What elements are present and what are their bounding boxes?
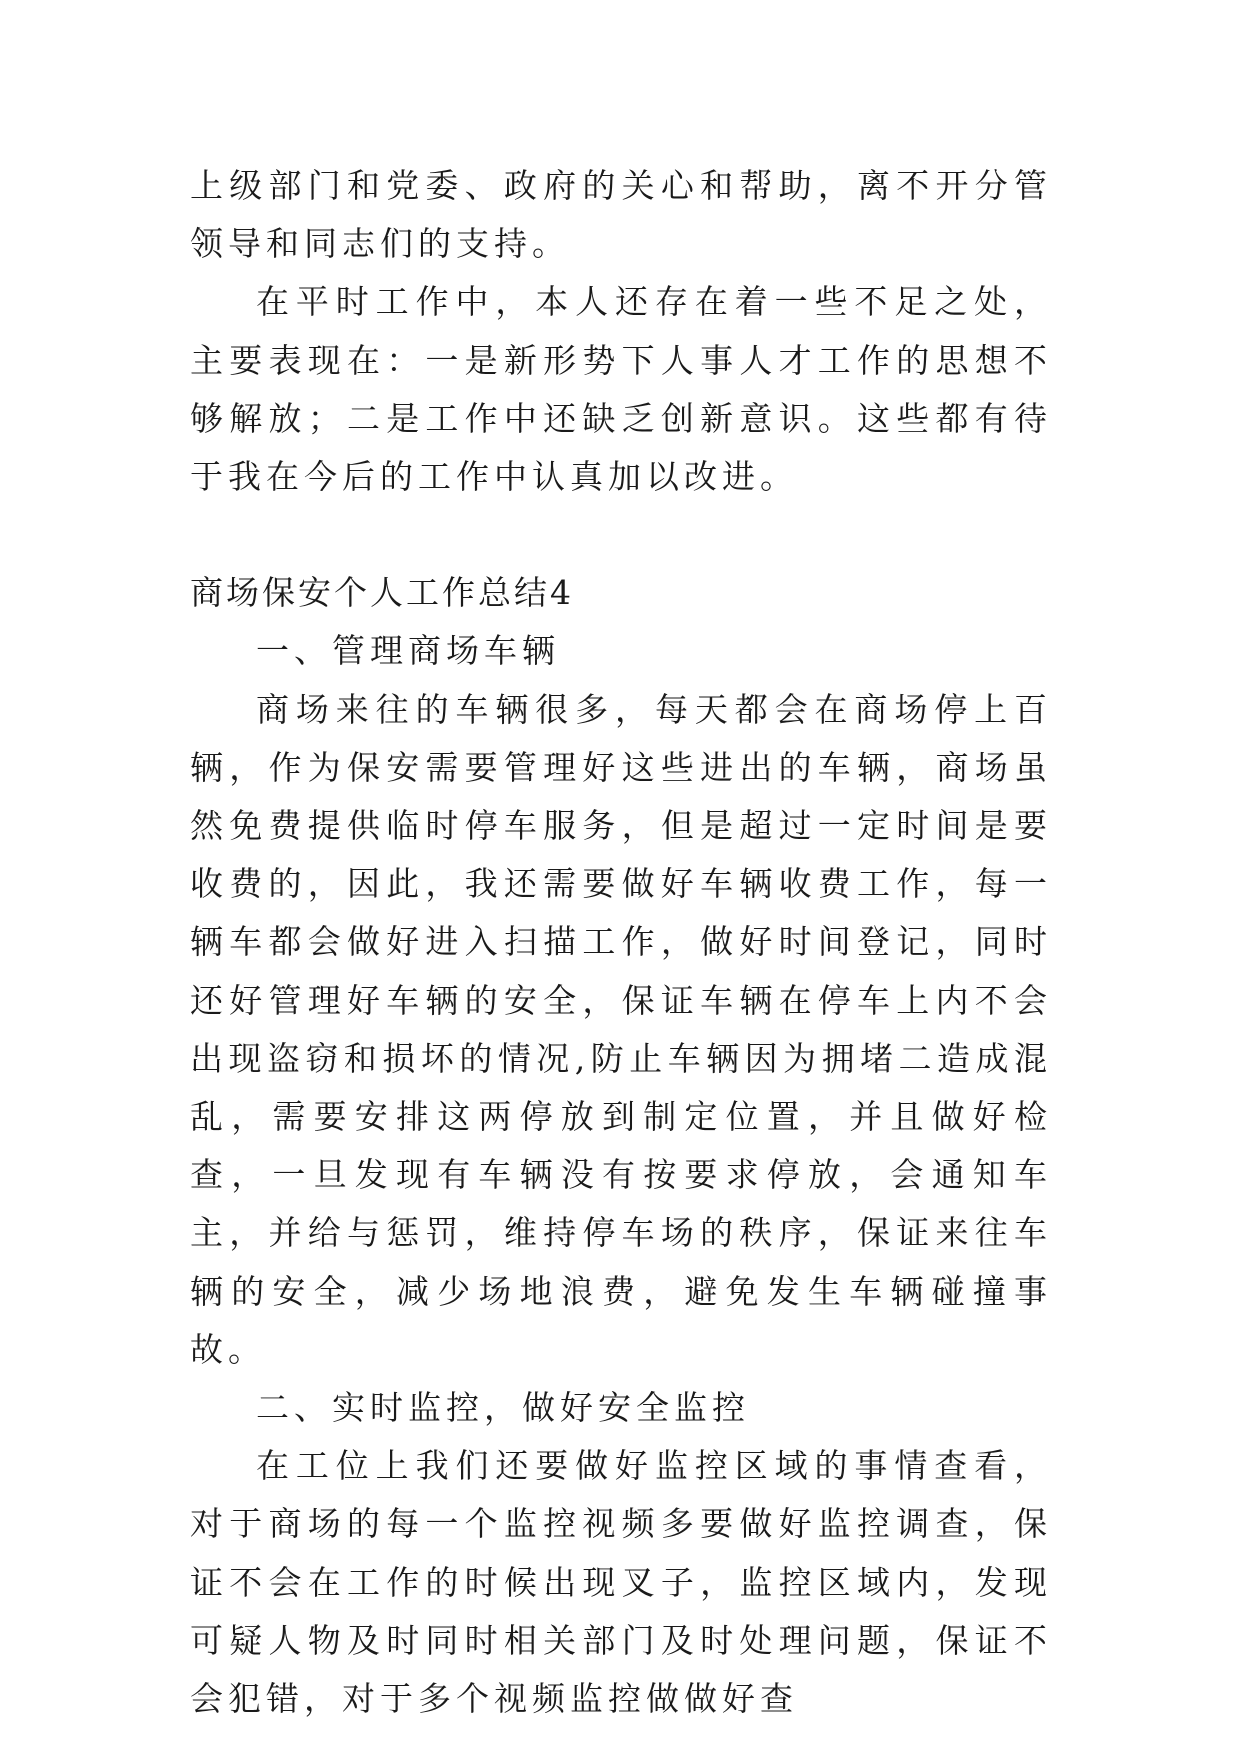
paragraph-vehicle-management: 商场来往的车辆很多，每天都会在商场停上百辆，作为保安需要管理好这些进出的车辆，商场虽然免费提供临时停车服务，但是超过一定时间是要收费的，因此，我还需要做好车辆收费工作，每一辆车都会做好进入扫描工作，做好时间登记，同时还好管理好车辆的安全，保证车辆在停车上内不会出现盗窃和损坏的情况,防止车辆因为拥堵二造成混乱，需要安排这两停放到制定位置，并且做好检查，一旦发现有车辆没有按要求停放，会通知车主，并给与惩罚，维持停车场的秩序，保证来往车辆的安全，减少场地浪费，避免发生车辆碰撞事故。	[190, 689, 1052, 1369]
heading-monitoring: 二、实时监控，做好安全监控	[256, 1388, 750, 1428]
paragraph-continued: 上级部门和党委、政府的关心和帮助，离不开分管领导和同志们的支持。	[190, 166, 1052, 264]
document-body	[190, 157, 1052, 1728]
heading-vehicle-management: 一、管理商场车辆	[256, 631, 560, 671]
section-title: 商场保安个人工作总结4	[190, 573, 574, 613]
paragraph-monitoring: 在工位上我们还要做好监控区域的事情查看，对于商场的每一个监控视频多要做好监控调查，保证不会在工作的时候出现叉子，监控区域内，发现可疑人物及时同时相关部门及时处理问题，保证不会犯错，对于多个视频监控做做好查	[190, 1446, 1052, 1719]
paragraph-shortcomings: 在平时工作中，本人还存在着一些不足之处，主要表现在：一是新形势下人事人才工作的思想不够解放；二是工作中还缺乏创新意识。这些都有待于我在今后的工作中认真加以改进。	[190, 282, 1052, 497]
